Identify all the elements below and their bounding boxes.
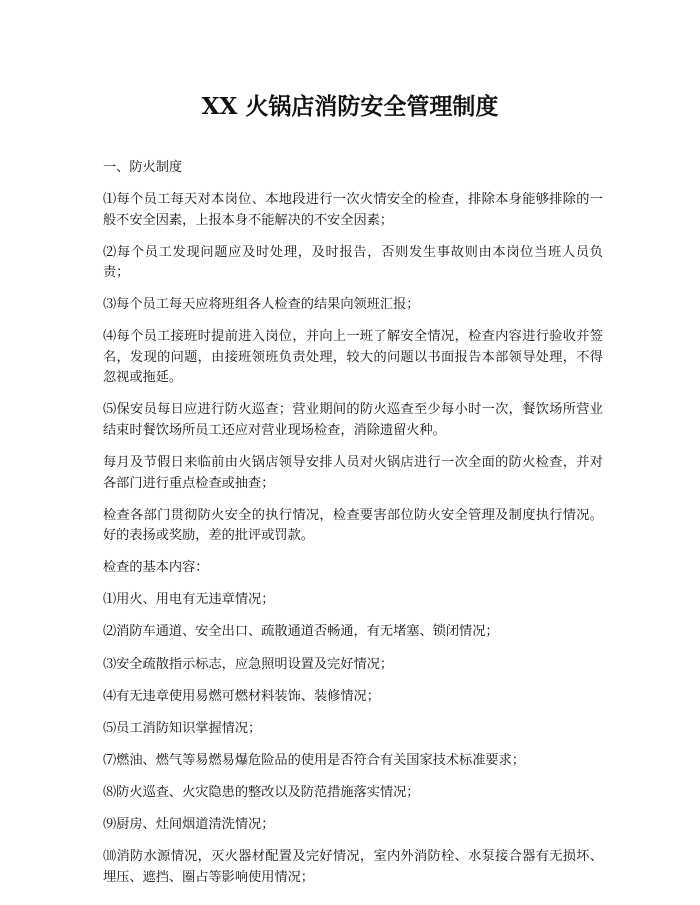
list-item: ⑼厨房、灶间烟道清洗情况； xyxy=(103,817,275,832)
section-heading-fire-prevention: 一、防火制度 xyxy=(103,160,183,175)
paragraph: ⑶每个员工每天应将班组各人检查的结果向领班汇报； xyxy=(103,297,420,313)
list-item: ⑶安全疏散指示标志，应急照明设置及完好情况； xyxy=(103,656,394,672)
paragraph: 检查各部门贯彻防火安全的执行情况，检查要害部位防火安全管理及制度执行情况。好的表扬或奖励，差的批评或罚款。 xyxy=(103,507,603,544)
list-item: ⑻防火巡查、火灾隐患的整改以及防范措施落实情况； xyxy=(103,784,420,800)
paragraph: ⑵每个员工发现问题应及时处理，及时报告，否则发生事故则由本岗位当班人员负责； xyxy=(103,244,603,281)
paragraph: ⑸保安员每日应进行防火巡查；营业期间的防火巡查至少每小时一次，餐饮场所营业结束时餐饮场所员工还应对营业现场检查，消除遗留火种。 xyxy=(103,402,603,438)
list-item: ⑸员工消防知识掌握情况； xyxy=(103,720,262,736)
document-body xyxy=(103,158,603,900)
subheading-inspection-content: 检查的基本内容： xyxy=(103,560,209,576)
document-title: XX 火锅店消防安全管理制度 xyxy=(201,93,499,120)
list-item: ⑴用火、用电有无违章情况； xyxy=(103,592,275,608)
list-item: ⑷有无违章使用易燃可燃材料装饰、装修情况； xyxy=(103,688,380,704)
list-item: ⑵消防车通道、安全出口、疏散通道否畅通，有无堵塞、锁闭情况； xyxy=(103,624,499,640)
paragraph: ⑴每个员工每天对本岗位、本地段进行一次火情安全的检查，排除本身能够排除的一般不安全因素，上报本身不能解决的不安全因素； xyxy=(103,192,603,228)
paragraph: 每月及节假日来临前由火锅店领导安排人员对火锅店进行一次全面的防火检查，并对各部门进行重点检查或抽查； xyxy=(103,455,603,491)
paragraph: ⑷每个员工接班时提前进入岗位，并向上一班了解安全情况，检查内容进行验收并签名，发现的问题，由接班领班负责处理，较大的问题以书面报告本部领导处理，不得忽视或拖延。 xyxy=(103,329,603,386)
list-item: ⑽消防水源情况，灭火器材配置及完好情况，室内外消防栓、水泵接合器有无损坏、埋压、遮挡、圈占等影响使用情况； xyxy=(103,849,603,885)
list-item: ⑺燃油、燃气等易燃易爆危险品的使用是否符合有关国家技术标准要求； xyxy=(103,752,525,768)
